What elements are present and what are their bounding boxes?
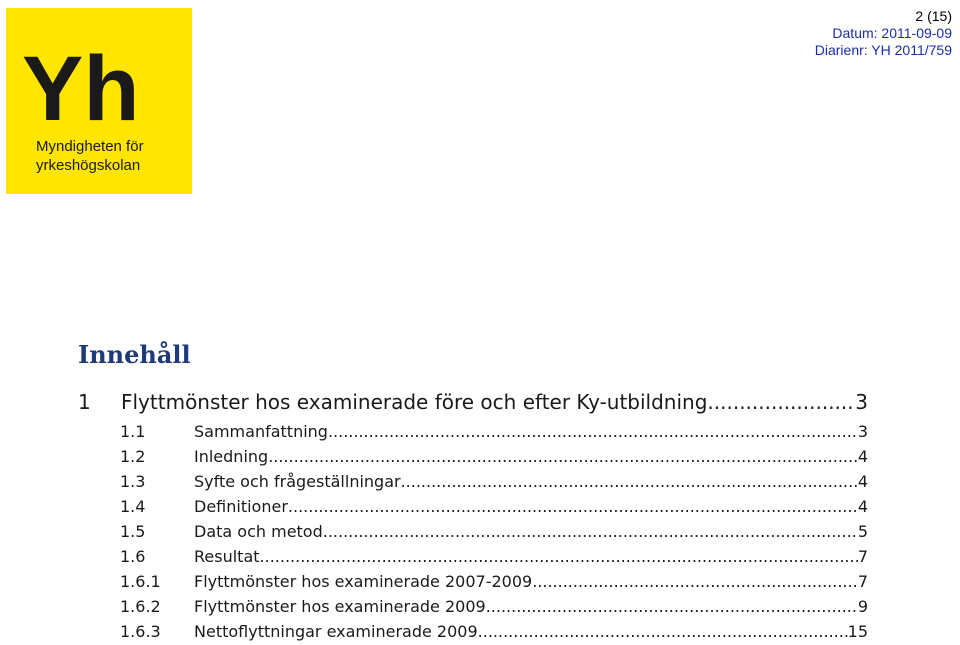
reference-value: YH 2011/759 (871, 42, 952, 58)
toc-entry[interactable] (120, 547, 868, 566)
toc-entry-page: 7 (857, 572, 868, 591)
toc-entry-number: 1.2 (120, 447, 146, 466)
toc-leader-dots (478, 622, 848, 641)
date-line (815, 25, 952, 42)
toc-entry-title: Data och metod (194, 522, 323, 541)
toc-entry[interactable] (120, 422, 868, 441)
toc-entry-number: 1 (78, 390, 91, 414)
toc-leader-dots (486, 597, 858, 616)
reference-line (815, 42, 952, 59)
toc-entry-title: Resultat (194, 547, 260, 566)
toc-entry-number: 1.1 (120, 422, 146, 441)
toc-entry-number: 1.5 (120, 522, 146, 541)
toc-entry-title: Flyttmönster hos examinerade 2007-2009 (194, 572, 533, 591)
toc-entry-page: 4 (857, 497, 868, 516)
toc-heading: Innehåll (78, 340, 191, 369)
toc-entry-page: 7 (857, 547, 868, 566)
toc-entry-page: 3 (855, 390, 868, 414)
toc-entry-number: 1.4 (120, 497, 146, 516)
toc-entry[interactable] (120, 572, 868, 591)
reference-label: Diarienr: (814, 42, 868, 58)
toc-entry[interactable] (120, 497, 868, 516)
toc-entry-title: Flyttmönster hos examinerade före och efter Ky-utbildning (121, 390, 708, 414)
logo-mark: Yh (22, 38, 140, 140)
toc-entry-page: 4 (857, 472, 868, 491)
yh-logo (6, 8, 192, 194)
toc-entry[interactable] (120, 597, 868, 616)
toc-entry-page: 9 (857, 597, 868, 616)
yh-logo-graphic (6, 8, 192, 194)
toc-leader-dots (288, 497, 858, 516)
date-label: Datum: (832, 25, 878, 41)
logo-line-1: Myndigheten för (36, 138, 144, 155)
toc-leader-dots (532, 572, 858, 591)
toc-entry[interactable] (120, 622, 868, 641)
toc-entry-number: 1.3 (120, 472, 146, 491)
toc-entry-page: 5 (857, 522, 868, 541)
toc-entry-page: 15 (847, 622, 868, 641)
toc-entry-title: Syfte och frågeställningar (194, 472, 401, 491)
toc-entry[interactable] (120, 447, 868, 466)
toc-entry[interactable] (120, 522, 868, 541)
toc-entry-number: 1.6.1 (120, 572, 161, 591)
toc-entry-title: Sammanfattning (194, 422, 328, 441)
date-value: 2011-09-09 (881, 25, 952, 41)
document-header (815, 8, 952, 59)
toc-entry-title: Definitioner (194, 497, 288, 516)
toc-entry[interactable] (78, 390, 868, 414)
toc-entry-page: 4 (857, 447, 868, 466)
toc-entry-number: 1.6 (120, 547, 146, 566)
logo-line-2: yrkeshögskolan (36, 157, 141, 174)
toc-leader-dots (260, 547, 858, 566)
toc-entry-page: 3 (857, 422, 868, 441)
toc-leader-dots (328, 422, 858, 441)
toc-leader-dots (707, 390, 855, 414)
toc-leader-dots (268, 447, 858, 466)
toc-entry-title: Nettoflyttningar examinerade 2009 (194, 622, 478, 641)
toc-entry-number: 1.6.2 (120, 597, 161, 616)
toc-entry-title: Flyttmönster hos examinerade 2009 (194, 597, 486, 616)
toc-leader-dots (401, 472, 858, 491)
toc-entry-number: 1.6.3 (120, 622, 161, 641)
toc-entry[interactable] (120, 472, 868, 491)
toc-leader-dots (323, 522, 858, 541)
page-number: 2 (15) (915, 8, 952, 24)
toc-entry-title: Inledning (194, 447, 269, 466)
